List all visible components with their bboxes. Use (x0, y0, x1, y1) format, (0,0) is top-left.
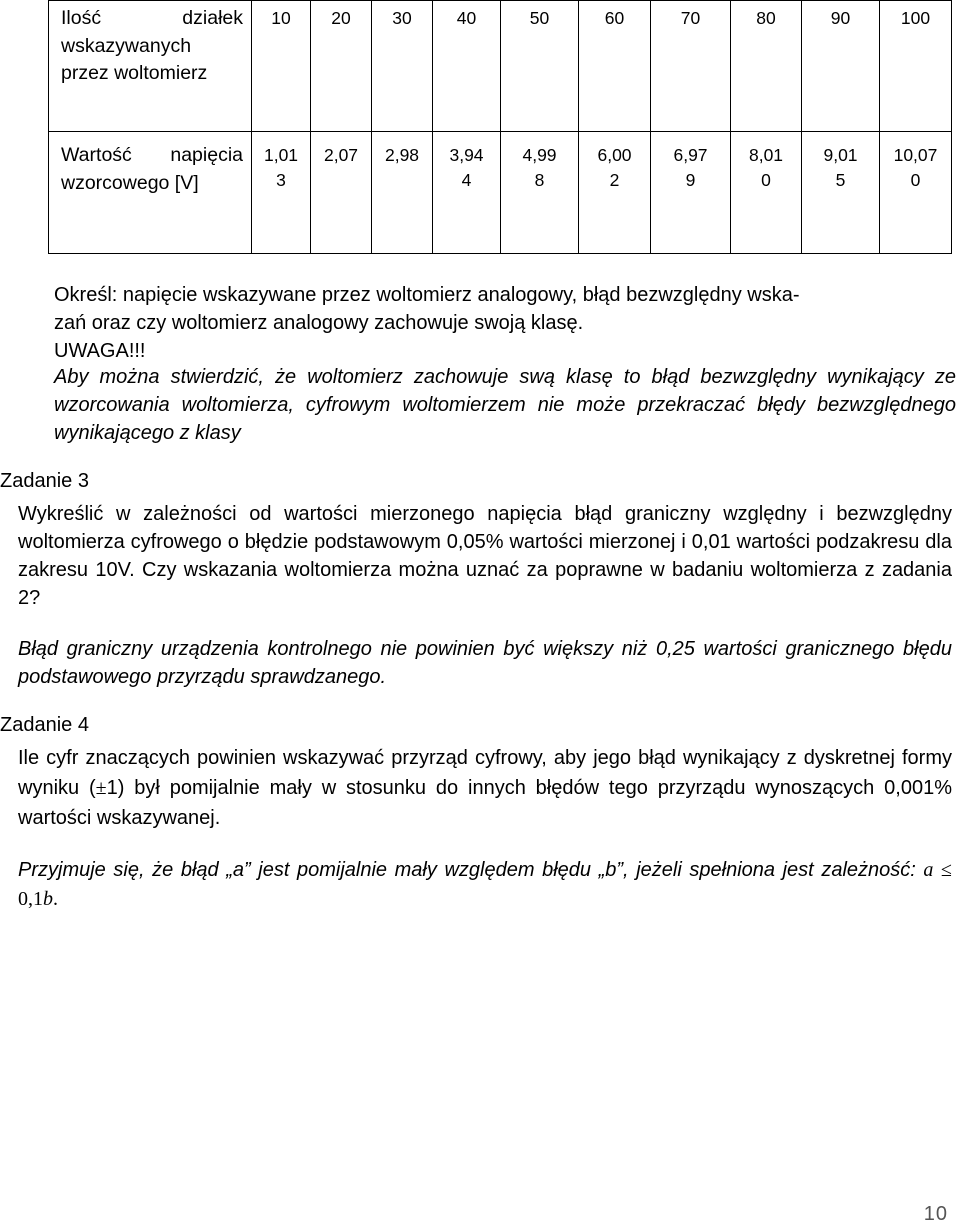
cell-line: 4,99 (522, 145, 557, 165)
cell-line: 5 (835, 170, 846, 190)
cell-line: 4 (461, 170, 472, 190)
table-row-divisions (49, 1, 952, 132)
table-cell (880, 132, 952, 254)
formula-b: b (43, 888, 53, 910)
task4-body-part: 1) był pomijalnie mały w stosunku do innych błędów tego przyrządu wynoszących 0,001% wartości wskazywanej. (18, 777, 952, 829)
table-cell (372, 132, 433, 254)
cell-line: 0 (910, 170, 921, 190)
cell-line: 8,01 (748, 145, 784, 165)
task4-note-text: Przyjmuje się, że błąd „a” jest pomijalnie mały względem błędu „b”, jeżeli spełniona jest zależność: (18, 859, 916, 881)
table-cell: 20 (311, 1, 372, 132)
cell-line: 1,01 (263, 145, 299, 165)
task3-note: Błąd graniczny urządzenia kontrolnego nie powinien być większy niż 0,25 wartości granicznego błędu podstawowego przyrządu sprawdzanego. (18, 638, 952, 688)
cell-line: 2,98 (384, 145, 420, 165)
cell-line: 9 (685, 170, 696, 190)
table-cell (252, 132, 311, 254)
task4-body-part: Ile cyfr znaczących powinien wskazywać przyrząd cyfrowy, aby jego błąd wynikający z dyskretnej formy wyniku ( (18, 747, 952, 799)
table-cell: 100 (880, 1, 952, 132)
table-cell (433, 132, 501, 254)
measurement-table (48, 0, 952, 254)
instruction-line: zań oraz czy woltomierz analogowy zachowuje swoją klasę. (54, 312, 584, 334)
warning-text: Aby można stwierdzić, że woltomierz zachowuje swą klasę to błąd bezwzględny wynikający ze wzorcowania woltomierza, cyfrowym woltomierzem nie może przekraczać błędy bezwzględnego wynikającego z klasy (54, 366, 956, 444)
cell-line: 6,97 (673, 145, 708, 165)
row-header-divisions: Ilość działek wskazywanych przez woltomierz (49, 1, 252, 132)
table-cell: 10 (252, 1, 311, 132)
cell-line: 3 (276, 170, 286, 190)
table-cell: 90 (802, 1, 880, 132)
cell-line: 8 (534, 170, 545, 190)
formula-coef: 0,1 (18, 888, 43, 910)
table-row-reference-voltage (49, 132, 952, 254)
warning-label: UWAGA!!! (54, 340, 146, 362)
task4-note (18, 856, 952, 914)
task4-heading: Zadanie 4 (0, 714, 89, 736)
table-cell (501, 132, 579, 254)
plus-minus-symbol: ± (95, 777, 107, 799)
cell-line: 10,07 (893, 145, 938, 165)
page-number: 10 (923, 1203, 948, 1225)
table-cell (579, 132, 651, 254)
instruction-line: Określ: napięcie wskazywane przez woltomierz analogowy, błąd bezwzględny wska- (54, 284, 800, 306)
task3-heading: Zadanie 3 (0, 470, 89, 492)
table-cell: 50 (501, 1, 579, 132)
row-header-reference-voltage: Wartość napięcia wzorcowego [V] (49, 132, 252, 254)
formula-le: ≤ (941, 859, 953, 881)
table-cell (731, 132, 802, 254)
cell-line: 2,07 (323, 145, 359, 165)
table-cell (802, 132, 880, 254)
table-cell: 80 (731, 1, 802, 132)
table-cell: 60 (579, 1, 651, 132)
task2-instruction (54, 281, 956, 365)
task3-body: Wykreślić w zależności od wartości mierzonego napięcia błąd graniczny względny i bezwzględny woltomierza cyfrowego o błędzie podstawowym 0,05% wartości mierzonej i 0,01 wartości podzakresu dla zakresu 10V. Czy wskazania woltomierza można uznać za poprawne w badaniu woltomierza z zadania 2? (18, 503, 952, 609)
table-cell: 40 (433, 1, 501, 132)
cell-line: 0 (761, 170, 771, 190)
formula-a: a (923, 859, 934, 881)
table-cell: 70 (651, 1, 731, 132)
cell-line: 9,01 (823, 145, 858, 165)
cell-line: 2 (609, 170, 620, 190)
task4-body (18, 743, 952, 833)
cell-line: 3,94 (449, 145, 484, 165)
table-cell (311, 132, 372, 254)
cell-line: 6,00 (597, 145, 632, 165)
formula-end: . (53, 888, 58, 910)
table-cell: 30 (372, 1, 433, 132)
table-cell (651, 132, 731, 254)
